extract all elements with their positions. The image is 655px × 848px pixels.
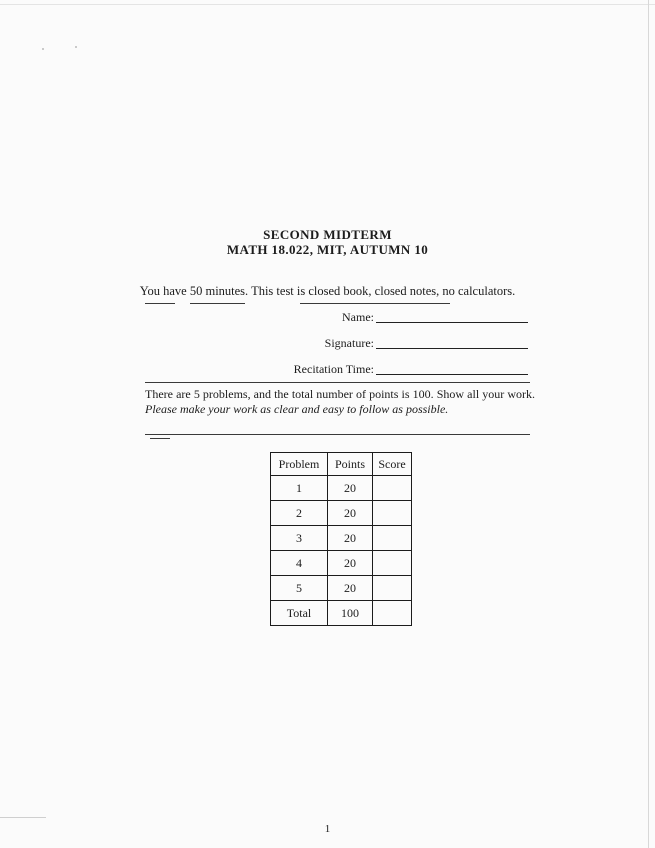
exam-instructions: You have 50 minutes. This test is closed book, closed notes, no calculators. xyxy=(139,284,516,298)
problem-points: 20 xyxy=(328,476,373,501)
score-table-header-row xyxy=(271,453,412,476)
problem-number: 1 xyxy=(271,476,328,501)
problem-points: 20 xyxy=(328,501,373,526)
total-row xyxy=(271,601,412,626)
note-bottom-rule xyxy=(145,434,530,435)
corner-fold xyxy=(0,817,46,848)
exam-subtitle: MATH 18.022, MIT, AUTUMN 10 xyxy=(226,242,429,257)
page-edge-right xyxy=(648,0,649,848)
problem-points: 20 xyxy=(328,526,373,551)
table-row xyxy=(271,526,412,551)
problem-number: 4 xyxy=(271,551,328,576)
problem-score-cell[interactable] xyxy=(373,501,412,526)
page-edge-top xyxy=(0,4,655,5)
points-column-header: Points xyxy=(328,453,373,476)
signature-field[interactable] xyxy=(376,348,528,349)
recitation-time-field[interactable] xyxy=(376,374,528,375)
scan-rule xyxy=(300,303,450,304)
page-number: 1 xyxy=(324,823,331,835)
table-row xyxy=(271,501,412,526)
scan-rule xyxy=(190,303,245,304)
scan-rule xyxy=(150,438,170,439)
note-emphasis: Please make your work as clear and easy to follow as possible. xyxy=(145,402,449,416)
table-row xyxy=(271,551,412,576)
problem-score-cell[interactable] xyxy=(373,551,412,576)
problem-number: 3 xyxy=(271,526,328,551)
problem-number: 2 xyxy=(271,501,328,526)
problem-score-cell[interactable] xyxy=(373,576,412,601)
signature-label: Signature: xyxy=(324,336,374,350)
problem-number: 5 xyxy=(271,576,328,601)
problem-points: 20 xyxy=(328,551,373,576)
table-row xyxy=(271,476,412,501)
problem-points: 20 xyxy=(328,576,373,601)
table-row xyxy=(271,576,412,601)
total-label: Total xyxy=(271,601,328,626)
score-column-header: Score xyxy=(373,453,412,476)
scan-speck xyxy=(42,48,44,50)
problem-score-cell[interactable] xyxy=(373,476,412,501)
name-label: Name: xyxy=(342,310,374,324)
total-score-cell[interactable] xyxy=(373,601,412,626)
problem-score-cell[interactable] xyxy=(373,526,412,551)
problem-column-header: Problem xyxy=(271,453,328,476)
total-points: 100 xyxy=(328,601,373,626)
exam-title: SECOND MIDTERM xyxy=(263,227,392,242)
name-field[interactable] xyxy=(376,322,528,323)
scan-speck xyxy=(75,46,77,48)
note-top-rule xyxy=(145,382,530,383)
note-text: There are 5 problems, and the total number of points is 100. Show all your work. xyxy=(145,387,535,401)
scan-rule xyxy=(145,303,175,304)
recitation-time-label: Recitation Time: xyxy=(293,362,374,376)
score-table xyxy=(270,452,412,626)
exam-note xyxy=(145,387,535,417)
